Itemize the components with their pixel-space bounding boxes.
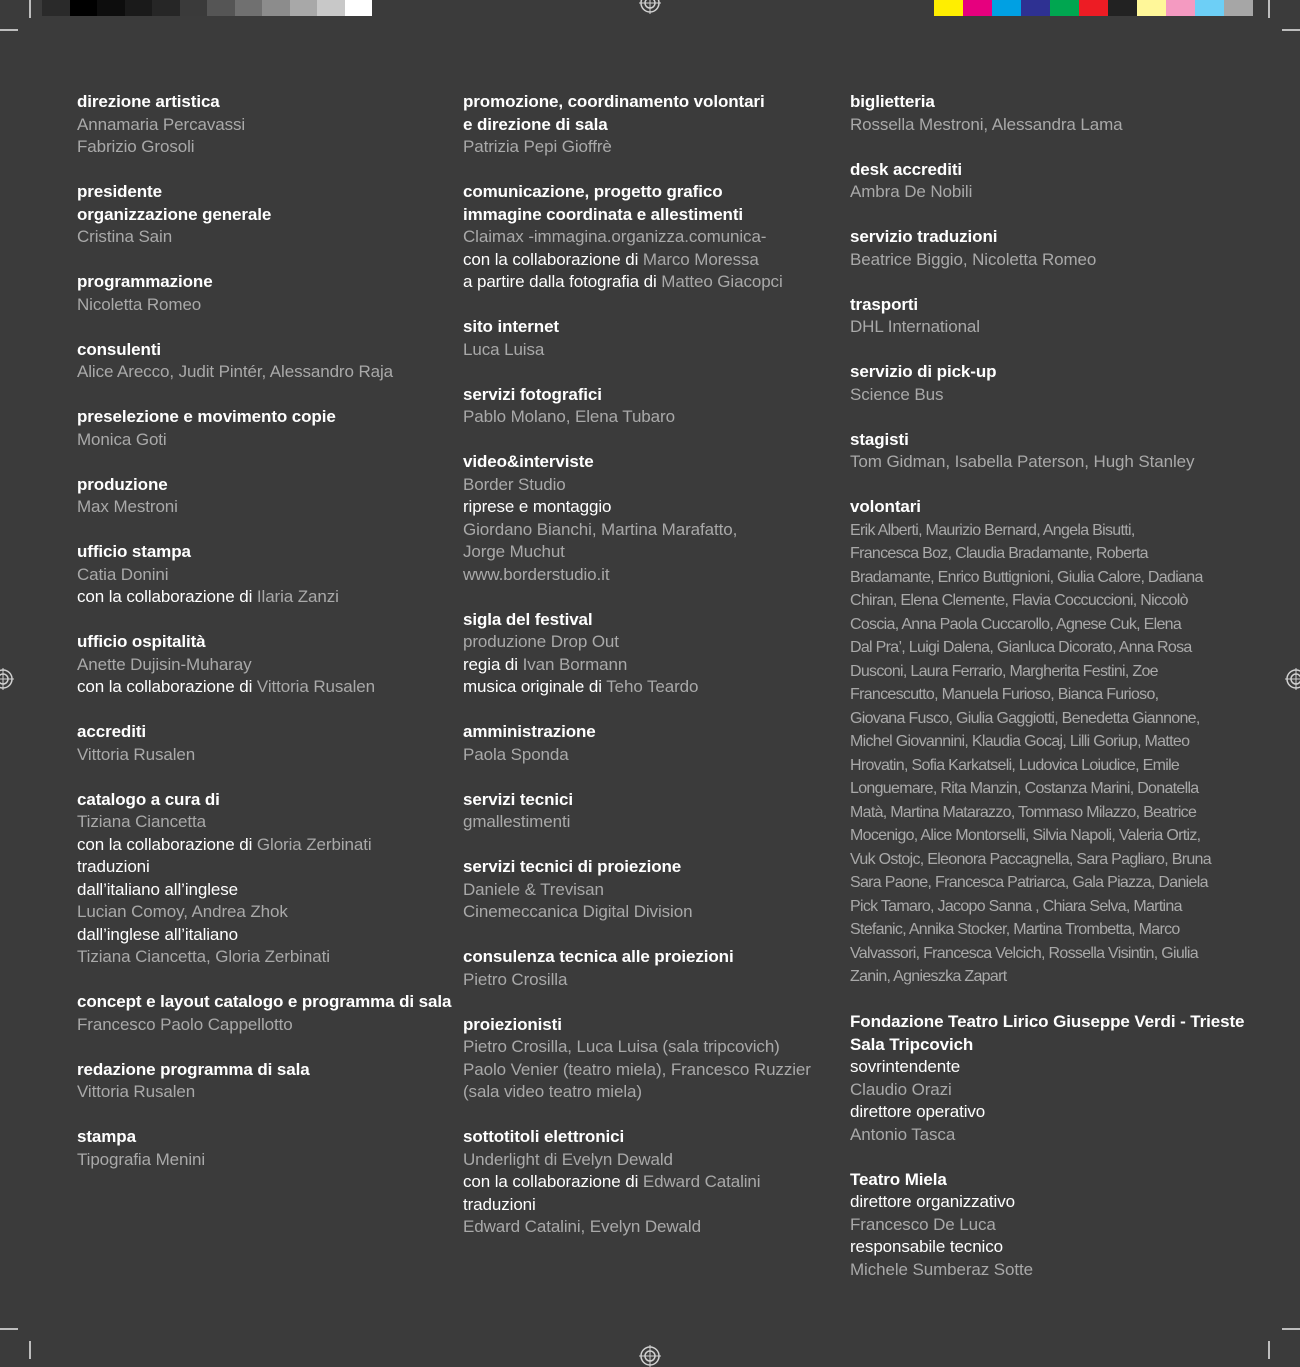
credit-role-heading: biglietteria — [850, 92, 935, 111]
credit-line — [850, 613, 1230, 637]
credit-line — [77, 1014, 437, 1037]
credit-role-heading: concept e layout catalogo e programma di sala — [77, 992, 452, 1011]
credit-role-heading: servizi tecnici — [463, 789, 574, 809]
credit-block — [850, 226, 1230, 271]
credit-line — [77, 226, 437, 249]
credit-line — [463, 564, 843, 587]
credit-name-text: Lucian Comoy, Andrea Zhok — [77, 902, 288, 921]
credit-name-text: Vittoria Rusalen — [256, 677, 376, 696]
gray-swatch-4 — [152, 0, 180, 16]
credit-name-text: Giovana Fusco, Giulia Gaggiotti, Benedetta Giannone, — [850, 709, 1200, 727]
credit-label-text: direttore organizzativo — [850, 1192, 1015, 1211]
credit-name-text: Catia Donini — [77, 564, 169, 584]
credit-name-text: Edward Catalini — [642, 1172, 761, 1191]
credit-label-text: a partire dalla fotografia di — [463, 272, 662, 291]
credit-line — [77, 856, 437, 879]
credit-role-heading: ufficio ospitalità — [77, 632, 206, 651]
credit-line — [850, 918, 1230, 942]
credit-name-text: Jorge Muchut — [463, 542, 565, 561]
credit-line — [77, 901, 437, 924]
credit-line — [850, 1079, 1230, 1102]
credit-label-text: riprese e montaggio — [463, 497, 612, 516]
gray-swatch-10 — [317, 0, 345, 16]
gray-swatch-3 — [125, 0, 153, 16]
credits-column-3 — [850, 91, 1245, 1304]
credit-name-text: Mocenigo, Alice Montorselli, Silvia Napoli, Valeria Ortiz, — [850, 827, 1201, 844]
credit-name-text: Vuk Ostojc, Eleonora Paccagnella, Sara Pagliaro, Bruna — [850, 850, 1211, 868]
credit-block — [77, 631, 437, 699]
credit-name-text: Michel Giovannini, Klaudia Gocaj, Lilli Goriup, Matteo — [850, 733, 1190, 750]
credit-role-heading: sottotitoli elettronici — [463, 1127, 625, 1146]
credit-label-text: responsabile tecnico — [850, 1237, 1003, 1256]
credit-role-heading: Sala Tripcovich — [850, 1034, 974, 1054]
crop-mark-top-right-h — [1282, 29, 1300, 31]
credit-block — [77, 1059, 437, 1104]
credit-name-text: Gloria Zerbinati — [256, 834, 372, 854]
credit-role-heading: presidente — [77, 182, 162, 201]
credit-line — [850, 1101, 1230, 1124]
color-swatch-1 — [963, 0, 992, 16]
credit-line — [850, 1214, 1230, 1237]
credit-line — [850, 1124, 1230, 1147]
credit-line — [850, 965, 1230, 989]
credit-line — [463, 519, 843, 542]
credit-line — [850, 824, 1230, 848]
credit-line — [77, 586, 437, 609]
credit-name-text: Fabrizio Grosoli — [77, 137, 195, 156]
credit-name-text: Dal Pra’, Luigi Dalena, Gianluca Dicorato, Anna Rosa — [850, 639, 1192, 656]
gray-swatch-1 — [70, 0, 98, 16]
credit-block — [463, 91, 843, 159]
credit-line — [463, 879, 843, 902]
credit-line — [850, 542, 1230, 566]
gray-swatch-9 — [290, 0, 318, 16]
credit-block — [850, 294, 1230, 339]
credit-name-text: Nicoletta Romeo — [77, 294, 202, 314]
credit-line — [463, 249, 843, 272]
credit-name-text: Francescutto, Manuela Furioso, Bianca Furioso, — [850, 686, 1159, 703]
gray-swatch-0 — [42, 0, 70, 16]
credit-line — [463, 676, 843, 699]
credit-line — [850, 566, 1230, 590]
credit-line — [77, 924, 437, 947]
credit-name-text: Antonio Tasca — [850, 1124, 956, 1144]
credit-line — [463, 406, 843, 429]
credit-name-text: Cristina Sain — [77, 227, 173, 246]
credit-block — [77, 406, 437, 451]
color-swatch-2 — [992, 0, 1021, 16]
credit-line — [463, 1036, 843, 1059]
color-swatch-3 — [1021, 0, 1050, 16]
credit-name-text: Francesco De Luca — [850, 1214, 996, 1234]
credit-block — [77, 541, 437, 609]
credit-name-text: Pietro Crosilla — [463, 969, 568, 989]
credit-name-text: Francesco Paolo Cappellotto — [77, 1014, 293, 1034]
credit-name-text: Ilaria Zanzi — [256, 587, 339, 606]
credit-line — [850, 1259, 1230, 1282]
credit-role-heading: proiezionisti — [463, 1014, 562, 1034]
credit-block — [77, 474, 437, 519]
credit-name-text: Daniele & Trevisan — [463, 879, 604, 899]
credit-line — [850, 895, 1230, 919]
credit-line — [463, 1149, 843, 1172]
credit-line — [850, 636, 1230, 660]
credit-role-heading: sigla del festival — [463, 609, 593, 629]
credit-label-text: sovrintendente — [850, 1057, 961, 1076]
credit-role-heading: catalogo a cura di — [77, 789, 220, 809]
credit-line — [77, 496, 437, 519]
credit-line — [463, 271, 843, 294]
credit-line — [77, 564, 437, 587]
credit-label-text: con la collaborazione di — [463, 249, 643, 269]
credit-name-text: Giordano Bianchi, Martina Marafatto, — [463, 519, 738, 539]
credit-line — [463, 226, 843, 249]
crop-mark-bottom-left-h — [0, 1328, 18, 1330]
credit-name-text: Hrovatin, Sofia Karkatseli, Ludovica Loiudice, Emile — [850, 756, 1180, 774]
credit-line — [463, 744, 843, 767]
credit-block — [77, 789, 437, 969]
credit-block — [463, 384, 843, 429]
credit-role-heading: servizi fotografici — [463, 384, 602, 404]
credit-line — [77, 1081, 437, 1104]
credit-line — [77, 946, 437, 969]
credit-role-heading: e direzione di sala — [463, 114, 608, 134]
credit-role-heading: programmazione — [77, 272, 213, 291]
credit-name-text: Rossella Mestroni, Alessandra Lama — [850, 114, 1123, 134]
credit-role-heading: immagine coordinata e allestimenti — [463, 204, 744, 224]
credit-line — [850, 316, 1230, 339]
credit-role-heading: redazione programma di sala — [77, 1059, 310, 1079]
credit-line — [850, 114, 1230, 137]
credit-line — [77, 294, 437, 317]
credit-label-text: dall’inglese all’italiano — [77, 924, 238, 944]
credit-line — [463, 631, 843, 654]
credit-line — [463, 541, 843, 564]
credit-role-heading: organizzazione generale — [77, 204, 272, 224]
credit-block — [463, 789, 843, 834]
crop-mark-bottom-left-v — [29, 1341, 31, 1359]
credit-label-text: musica originale di — [463, 677, 607, 696]
credit-block — [77, 271, 437, 316]
credit-block — [463, 316, 843, 361]
credit-role-heading: direzione artistica — [77, 92, 220, 111]
credit-name-text: Alice Arecco, Judit Pintér, Alessandro Raja — [77, 362, 394, 381]
credit-name-text: Longuemare, Rita Manzin, Costanza Marini, Donatella — [850, 780, 1199, 797]
credit-block — [850, 1011, 1245, 1146]
credit-line — [850, 683, 1230, 707]
credit-line — [850, 519, 1230, 543]
credit-line — [850, 942, 1230, 966]
credit-name-text: www.borderstudio.it — [463, 564, 610, 584]
credit-line — [850, 801, 1230, 825]
credit-line — [77, 1149, 437, 1172]
credit-name-text: produzione Drop Out — [463, 632, 619, 651]
credit-name-text: Paolo Venier (teatro miela), Francesco Ruzzier — [463, 1059, 811, 1079]
credit-name-text: Vittoria Rusalen — [77, 1082, 196, 1101]
color-swatch-9 — [1195, 0, 1224, 16]
grayscale-calibration-strip — [42, 0, 372, 16]
credit-block — [77, 721, 437, 766]
gray-swatch-7 — [235, 0, 263, 16]
credit-role-heading: video&interviste — [463, 452, 594, 471]
credit-name-text: Matà, Martina Matarazzo, Tommaso Milazzo, Beatrice — [850, 803, 1197, 821]
credit-label-text: regia di — [463, 654, 523, 674]
credit-name-text: Tiziana Ciancetta, Gloria Zerbinati — [77, 947, 330, 966]
credit-name-text: Michele Sumberaz Sotte — [850, 1259, 1033, 1279]
credit-role-heading: stagisti — [850, 429, 909, 449]
crop-mark-top-left-v — [29, 0, 31, 18]
credit-block — [77, 991, 452, 1036]
credit-role-heading: trasporti — [850, 294, 919, 314]
credit-block — [463, 1014, 843, 1104]
credit-name-text: Zanin, Agnieszka Zapart — [850, 968, 1007, 985]
color-swatch-10 — [1224, 0, 1253, 16]
gray-swatch-5 — [180, 0, 208, 16]
credit-line — [850, 1236, 1230, 1259]
credit-role-heading: preselezione e movimento copie — [77, 407, 336, 426]
credit-block — [77, 1126, 437, 1171]
credit-name-text: Edward Catalini, Evelyn Dewald — [463, 1217, 701, 1236]
credit-name-text: Tiziana Ciancetta — [77, 812, 207, 831]
credit-name-text: Pick Tamaro, Jacopo Sanna , Chiara Selva, Martina — [850, 897, 1182, 915]
credit-role-heading: Teatro Miela — [850, 1169, 947, 1189]
credit-name-text: Coscia, Anna Paola Cuccarollo, Agnese Cuk, Elena — [850, 615, 1182, 633]
credit-line — [850, 181, 1230, 204]
credit-role-heading: desk accrediti — [850, 159, 962, 179]
credit-line — [850, 660, 1230, 684]
credit-line — [77, 429, 437, 452]
credit-name-text: Claimax -immagina.organizza.comunica- — [463, 227, 767, 246]
credit-name-text: Paola Sponda — [463, 744, 569, 764]
credit-block — [463, 181, 843, 294]
registration-mark-right-icon — [1285, 668, 1300, 690]
credit-role-heading: amministrazione — [463, 722, 596, 741]
credit-line — [850, 871, 1230, 895]
crop-mark-top-right-v — [1268, 0, 1270, 18]
credit-name-text: Bradamante, Enrico Buttignioni, Giulia Calore, Dadiana — [850, 568, 1203, 586]
credit-name-text: Pietro Crosilla, Luca Luisa (sala tripcovich) — [463, 1037, 780, 1056]
credit-role-heading: sito internet — [463, 317, 559, 336]
credit-role-heading: ufficio stampa — [77, 542, 191, 561]
credit-line — [77, 811, 437, 834]
credit-line — [463, 1194, 843, 1217]
color-swatch-8 — [1166, 0, 1195, 16]
credit-role-heading: stampa — [77, 1127, 136, 1146]
color-swatch-6 — [1108, 0, 1137, 16]
credit-line — [77, 744, 437, 767]
credit-line — [850, 451, 1230, 474]
credit-name-text: Vittoria Rusalen — [77, 744, 196, 764]
credit-block — [850, 429, 1230, 474]
credit-name-text: gmallestimenti — [463, 812, 571, 831]
credit-line — [850, 848, 1230, 872]
credit-role-heading: consulenti — [77, 339, 162, 359]
registration-mark-top-icon — [639, 0, 661, 14]
color-calibration-strip — [934, 0, 1253, 16]
credit-line — [463, 339, 843, 362]
credits-column-1 — [77, 91, 452, 1194]
credit-name-text: Border Studio — [463, 474, 566, 494]
credit-line — [850, 249, 1230, 272]
credit-line — [77, 361, 437, 384]
credit-line — [463, 811, 843, 834]
credit-block — [850, 91, 1230, 136]
credit-label-text: direttore operativo — [850, 1102, 986, 1121]
credit-line — [77, 114, 437, 137]
credit-line — [463, 136, 843, 159]
credit-name-text: Max Mestroni — [77, 497, 178, 516]
credit-name-text: Beatrice Biggio, Nicoletta Romeo — [850, 249, 1097, 269]
credit-label-text: dall’italiano all’inglese — [77, 879, 238, 899]
credit-label-text: con la collaborazione di — [77, 834, 257, 854]
credit-line — [77, 879, 437, 902]
credit-name-text: (sala video teatro miela) — [463, 1082, 642, 1101]
credit-block — [463, 946, 843, 991]
credit-name-text: Teho Teardo — [606, 677, 699, 696]
credit-role-heading: servizio traduzioni — [850, 227, 998, 246]
credit-line — [77, 676, 437, 699]
credit-role-heading: volontari — [850, 497, 921, 516]
credit-line — [850, 707, 1230, 731]
registration-mark-left-icon — [0, 668, 14, 690]
credit-name-text: Ivan Bormann — [522, 654, 628, 674]
credit-block — [850, 1169, 1230, 1282]
credit-name-text: Tipografia Menini — [77, 1149, 206, 1169]
credit-name-text: Patrizia Pepi Gioffrè — [463, 137, 612, 156]
credit-role-heading: consulenza tecnica alle proiezioni — [463, 947, 734, 966]
gray-swatch-2 — [97, 0, 125, 16]
credit-block — [463, 451, 843, 586]
credit-name-text: Sara Paone, Francesca Patriarca, Gala Piazza, Daniela — [850, 874, 1208, 891]
crop-mark-bottom-right-h — [1282, 1328, 1300, 1330]
crop-mark-bottom-right-v — [1268, 1341, 1270, 1359]
credit-block — [77, 339, 437, 384]
credit-block — [463, 721, 843, 766]
credit-name-text: Marco Moressa — [642, 249, 759, 269]
credit-line — [850, 1056, 1230, 1079]
credit-role-heading: comunicazione, progetto grafico — [463, 182, 723, 201]
credit-line — [463, 1081, 843, 1104]
credit-name-text: Matteo Giacopci — [661, 272, 783, 291]
credit-line — [850, 589, 1230, 613]
credit-name-text: Luca Luisa — [463, 339, 545, 359]
credit-name-text: Pablo Molano, Elena Tubaro — [463, 407, 675, 426]
credit-name-text: Chiran, Elena Clemente, Flavia Coccuccioni, Niccolò — [850, 592, 1188, 609]
credit-block — [77, 181, 437, 249]
credit-role-heading: servizio di pick-up — [850, 362, 997, 381]
credits-column-2 — [463, 91, 843, 1261]
credit-line — [463, 969, 843, 992]
credit-line — [77, 654, 437, 677]
credit-label-text: con la collaborazione di — [77, 677, 257, 696]
credit-line — [463, 654, 843, 677]
crop-mark-top-left-h — [0, 29, 18, 31]
credit-line — [850, 384, 1230, 407]
credit-label-text: con la collaborazione di — [463, 1172, 643, 1191]
credit-name-text: Annamaria Percavassi — [77, 114, 246, 134]
credit-line — [463, 496, 843, 519]
credit-name-text: Underlight di Evelyn Dewald — [463, 1149, 673, 1169]
credit-line — [850, 1191, 1230, 1214]
credit-name-text: Dusconi, Laura Ferrario, Margherita Festini, Zoe — [850, 662, 1158, 680]
credit-name-text: Stefanic, Annika Stocker, Martina Trombetta, Marco — [850, 921, 1180, 938]
color-swatch-4 — [1050, 0, 1079, 16]
credit-block — [850, 361, 1230, 406]
credit-name-text: Anette Dujisin-Muharay — [77, 654, 252, 674]
gray-swatch-8 — [262, 0, 290, 16]
credit-label-text: con la collaborazione di — [77, 587, 257, 606]
credit-block — [850, 159, 1230, 204]
credit-name-text: Monica Goti — [77, 429, 167, 449]
gray-swatch-6 — [207, 0, 235, 16]
credit-label-text: traduzioni — [463, 1194, 536, 1214]
credit-line — [77, 136, 437, 159]
color-swatch-7 — [1137, 0, 1166, 16]
credit-line — [463, 1059, 843, 1082]
credit-role-heading: Fondazione Teatro Lirico Giuseppe Verdi - Trieste — [850, 1012, 1245, 1031]
credit-line — [850, 754, 1230, 778]
credit-block — [77, 91, 437, 159]
credit-line — [463, 1171, 843, 1194]
credit-name-text: Francesca Boz, Claudia Bradamante, Roberta — [850, 545, 1148, 562]
credit-name-text: Science Bus — [850, 384, 944, 404]
registration-mark-bottom-icon — [639, 1345, 661, 1367]
credit-block — [463, 609, 843, 699]
credit-name-text: Valvassori, Francesca Velcich, Rossella Visintin, Giulia — [850, 944, 1198, 962]
credit-role-heading: servizi tecnici di proiezione — [463, 857, 682, 876]
credit-name-text: Claudio Orazi — [850, 1079, 952, 1099]
credit-line — [77, 834, 437, 857]
credit-name-text: Cinemeccanica Digital Division — [463, 902, 693, 921]
color-swatch-0 — [934, 0, 963, 16]
credit-role-heading: produzione — [77, 474, 168, 494]
credit-block — [463, 1126, 843, 1239]
credit-line — [850, 730, 1230, 754]
credit-role-heading: promozione, coordinamento volontari — [463, 92, 765, 111]
credit-line — [463, 901, 843, 924]
credit-line — [850, 777, 1230, 801]
credit-line — [463, 1216, 843, 1239]
credit-block — [463, 856, 843, 924]
credit-name-text: Erik Alberti, Maurizio Bernard, Angela Bisutti, — [850, 521, 1135, 539]
credit-name-text: Tom Gidman, Isabella Paterson, Hugh Stanley — [850, 452, 1195, 471]
color-swatch-5 — [1079, 0, 1108, 16]
credit-block — [850, 496, 1230, 989]
credit-label-text: traduzioni — [77, 857, 150, 876]
gray-swatch-11 — [345, 0, 373, 16]
credit-line — [463, 474, 843, 497]
credit-name-text: Ambra De Nobili — [850, 182, 973, 201]
credit-name-text: DHL International — [850, 317, 980, 336]
credit-role-heading: accrediti — [77, 722, 147, 741]
